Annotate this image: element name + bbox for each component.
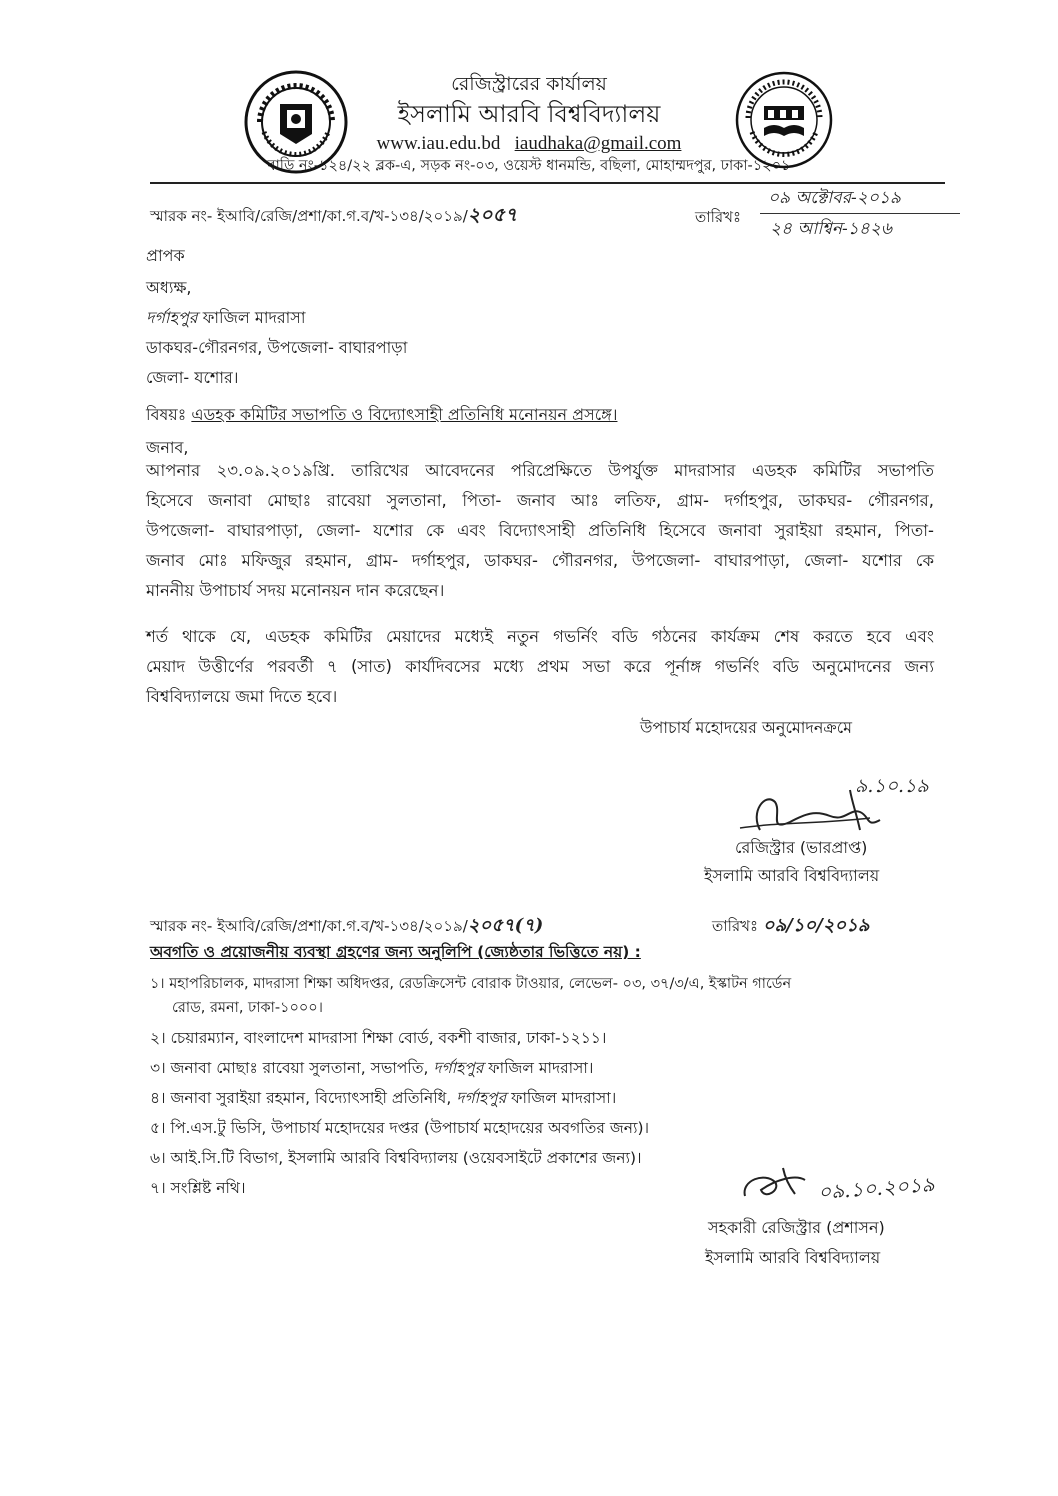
body-line: মেয়াদ উত্তীর্ণের পরবর্তী ৭ (সাত) কার্যদিবসের মধ্যে প্রথম সভা করে পূর্নাঙ্গ গভর্নিং বডি অনুমোদনের জন্য (146, 657, 934, 676)
copy-item-6: ৬। আই.সি.টি বিভাগ, ইসলামি আরবি বিশ্ববিদ্যালয় (ওয়েবসাইটে প্রকাশের জন্য)। (150, 1149, 642, 1167)
address-line: বাড়ি নং-১২৪/২২ ব্লক-এ, সড়ক নং-০৩, ওয়েস্ট ধানমন্ডি, বছিলা, মোহাম্মদপুর, ঢাকা-১২০১ (267, 158, 791, 174)
contact-line (0, 133, 1058, 155)
registrar-title: রেজিস্ট্রার (ভারপ্রাপ্ত) (735, 838, 868, 857)
copy-item-4-rest: ফাজিল মাদরাসা। (506, 1089, 617, 1107)
body-line: জনাব মোঃ মফিজুর রহমান, গ্রাম- দর্গাহপুর, ডাকঘর- গৌরনগর, উপজেলা- বাঘারপাড়া, জেলা- যশোর কে (146, 551, 934, 570)
copy-item-1-continued: রোড, রমনা, ঢাকা-১০০০। (172, 1000, 323, 1016)
recipient-institution (146, 308, 306, 328)
body-paragraph-1 (146, 456, 934, 606)
body-paragraph-2 (146, 622, 934, 712)
copy-item-4-place: দর্গাহপুর (456, 1089, 507, 1107)
body-line: হিসেবে জনাবা মোছাঃ রাবেয়া সুলতানা, পিতা- জনাব আঃ লতিফ, গ্রাম- দর্গাহপুর, ডাকঘর- গৌরনগর, (146, 491, 934, 510)
assistant-registrar-title: সহকারী রেজিস্ট্রার (প্রশাসন) (708, 1218, 885, 1237)
copy-item-4 (150, 1086, 950, 1110)
office-name: রেজিস্ট্রারের কার্যালয় (451, 73, 607, 95)
copy-item-3-place: দর্গাহপুর (433, 1059, 484, 1077)
registrar-org: ইসলামি আরবি বিশ্ববিদ্যালয় (704, 866, 880, 885)
university-name: ইসলামি আরবি বিশ্ববিদ্যালয় (397, 100, 661, 128)
recipient-institution-rest: ফাজিল মাদরাসা (197, 308, 306, 327)
copy-item-3 (150, 1056, 950, 1080)
assistant-registrar-signature-date: ০৯.১০.২০১৯ (817, 1171, 936, 1205)
recipient-label: প্রাপক (146, 246, 185, 265)
copy-item-3-rest: ফাজিল মাদরাসা। (483, 1059, 594, 1077)
date-divider (760, 213, 960, 214)
copy-item-2: ২। চেয়ারম্যান, বাংলাদেশ মাদরাসা শিক্ষা বোর্ড, বকশী বাজার, ঢাকা-১২১১। (150, 1029, 607, 1047)
salutation: জনাব, (146, 438, 189, 457)
header-divider (150, 182, 945, 184)
copy-date-label: তারিখঃ (712, 917, 758, 935)
copy-memo-number (150, 916, 543, 936)
memo-date-gregorian: ০৯ অক্টোবর-২০১৯ (768, 188, 901, 208)
copy-date (712, 916, 869, 936)
memo-number-handwritten: ২০৫৭ (467, 204, 518, 226)
copy-item-1: ১। মহাপরিচালক, মাদরাসা শিক্ষা অধিদপ্তর, রেডক্রিসেন্ট বোরাক টাওয়ার, লেভেল- ০৩, ৩৭/৩/এ, ইস্কাটন গার্ডেন (150, 976, 792, 992)
body-line: বিশ্ববিদ্যালয়ে জমা দিতে হবে। (146, 687, 338, 706)
recipient-designation: অধ্যক্ষ, (146, 278, 192, 297)
assistant-registrar-org: ইসলামি আরবি বিশ্ববিদ্যালয় (705, 1248, 881, 1267)
body-line: উপজেলা- বাঘারপাড়া, জেলা- যশোর কে এবং বিদ্যোৎসাহী প্রতিনিধি হিসেবে জনাবা সুরাইয়া রহমান, পিতা- (146, 521, 934, 540)
memo-date-label: তারিখঃ (695, 208, 741, 226)
memo-number (150, 205, 517, 226)
body-line: আপনার ২৩.০৯.২০১৯খ্রি. তারিখের আবেদনের পরিপ্রেক্ষিতে উপর্যুক্ত মাদরাসার এডহক কমিটির সভাপতি (146, 461, 934, 480)
copy-item-3-text: ৩। জনাবা মোছাঃ রাবেয়া সুলতানা, সভাপতি, (150, 1059, 434, 1077)
body-line: মাননীয় উপাচার্য সদয় মনোনয়ন দান করেছেন। (146, 581, 445, 600)
email-link[interactable]: iaudhaka@gmail.com (514, 133, 682, 154)
copy-heading: অবগতি ও প্রয়োজনীয় ব্যবস্থা গ্রহণের জন্য অনুলিপি (জ্যেষ্ঠতার ভিত্তিতে নয়) : (150, 943, 641, 961)
recipient-post-office: ডাকঘর-গৌরনগর, উপজেলা- বাঘারপাড়া (146, 338, 408, 357)
recipient-district: জেলা- যশোর। (146, 368, 239, 387)
subject-text: এডহক কমিটির সভাপতি ও বিদ্যোৎসাহী প্রতিনিধি মনোনয়ন প্রসঙ্গে। (191, 405, 618, 424)
memo-number-printed: স্মারক নং- ইআবি/রেজি/প্রশা/কা.গ.ব/খ-১৩৪/২০১৯/ (150, 207, 468, 225)
copy-item-5: ৫। পি.এস.টু ভিসি, উপাচার্য মহোদয়ের দপ্তর (উপাচার্য মহোদয়ের অবগতির জন্য)। (150, 1119, 650, 1137)
subject-line (146, 405, 617, 425)
copy-item-7: ৭। সংশ্লিষ্ট নথি। (150, 1179, 246, 1197)
recipient-institution-place: দর্গাহপুর (146, 308, 198, 327)
copy-date-handwritten: ০৯/১০/২০১৯ (762, 915, 870, 936)
memo-date-bengali: ২৪ আশ্বিন-১৪২৬ (770, 219, 892, 239)
copy-memo-printed: স্মারক নং- ইআবি/রেজি/প্রশা/কা.গ.ব/খ-১৩৪/২০১৯/ (150, 917, 468, 935)
website-link[interactable]: www.iau.edu.bd (376, 133, 501, 154)
copy-item-4-text: ৪। জনাবা সুরাইয়া রহমান, বিদ্যোৎসাহী প্রতিনিধি, (150, 1089, 457, 1107)
approval-note: উপাচার্য মহোদয়ের অনুমোদনক্রমে (640, 718, 853, 737)
copy-memo-handwritten: ২০৫৭(৭) (467, 915, 544, 936)
registrar-signature-date: ৯.১০.১৯ (855, 775, 929, 797)
subject-label: বিষয়ঃ (146, 405, 187, 424)
body-line: শর্ত থাকে যে, এডহক কমিটির মেয়াদের মধ্যেই নতুন গভর্নিং বডি গঠনের কার্যক্রম শেষ করতে হবে এবং (146, 627, 934, 646)
